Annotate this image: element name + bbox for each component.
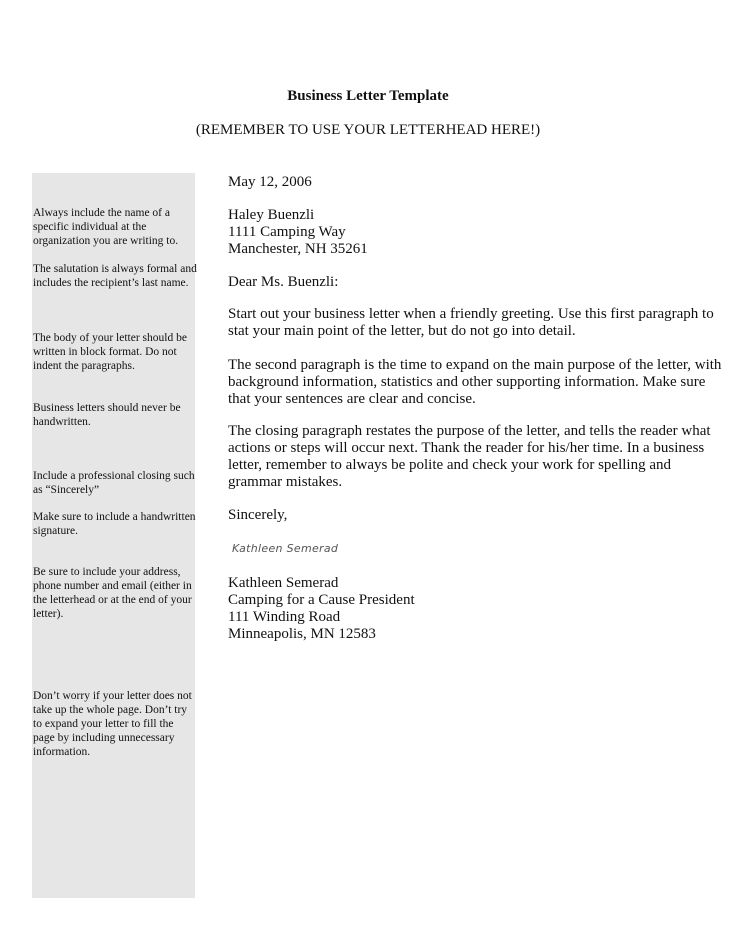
tip-block-format: The body of your letter should be written in block format. Do not indent the paragraphs. <box>33 332 187 372</box>
closing: Sincerely, <box>228 507 288 523</box>
paragraph-line: The closing paragraph restates the purpose of the letter, and tells the reader what <box>228 423 711 439</box>
tip-handwritten: Business letters should never be handwritten. <box>33 402 181 428</box>
paragraph-line: that your sentences are clear and concise. <box>228 391 476 407</box>
tip-signature: Make sure to include a handwritten signature. <box>33 511 196 537</box>
sender-street: 111 Winding Road <box>228 609 341 625</box>
paragraph-line: grammar mistakes. <box>228 474 343 490</box>
recipient-address <box>228 207 708 258</box>
paragraph-line: The second paragraph is the time to expand on the main purpose of the letter, with <box>228 357 722 373</box>
paragraph-line: background information, statistics and other supporting information. Make sure <box>228 374 706 390</box>
paragraph-line: letter, remember to always be polite and check your work for spelling and <box>228 457 671 473</box>
tip-closing: Include a professional closing such as “Sincerely” <box>33 470 195 496</box>
handwritten-signature: Kathleen Semerad <box>232 542 339 555</box>
paragraph-line: actions or steps will occur next. Thank the reader for his/her time. In a business <box>228 440 705 456</box>
document-title: Business Letter Template <box>287 88 449 104</box>
recipient-city: Manchester, NH 35261 <box>228 241 368 257</box>
salutation: Dear Ms. Buenzli: <box>228 274 339 290</box>
tip-recipient-name: Always include the name of a specific individual at the organization you are writing to. <box>33 207 179 247</box>
sender-address <box>228 575 708 643</box>
letter-date: May 12, 2006 <box>228 174 312 190</box>
letterhead-reminder: (REMEMBER TO USE YOUR LETTERHEAD HERE!) <box>195 122 541 138</box>
paragraph-line: Start out your business letter when a friendly greeting. Use this first paragraph to <box>228 306 714 322</box>
paragraph-3 <box>228 423 711 491</box>
recipient-name: Haley Buenzli <box>228 207 315 223</box>
tip-address: Be sure to include your address, phone number and email (either in the letterhead or at the end of your letter). <box>33 566 192 620</box>
sender-title: Camping for a Cause President <box>228 592 415 608</box>
recipient-street: 1111 Camping Way <box>228 224 346 240</box>
paragraph-line: stat your main point of the letter, but do not go into detail. <box>228 323 576 339</box>
tip-salutation: The salutation is always formal and includes the recipient’s last name. <box>33 263 197 289</box>
paragraph-1 <box>228 306 714 340</box>
sender-name: Kathleen Semerad <box>228 575 339 591</box>
tip-page-length: Don’t worry if your letter does not take up the whole page. Don’t try to expand your letter to fill the page by including unnecessary information. <box>33 690 192 758</box>
sender-city: Minneapolis, MN 12583 <box>228 626 376 642</box>
paragraph-2 <box>228 357 722 408</box>
